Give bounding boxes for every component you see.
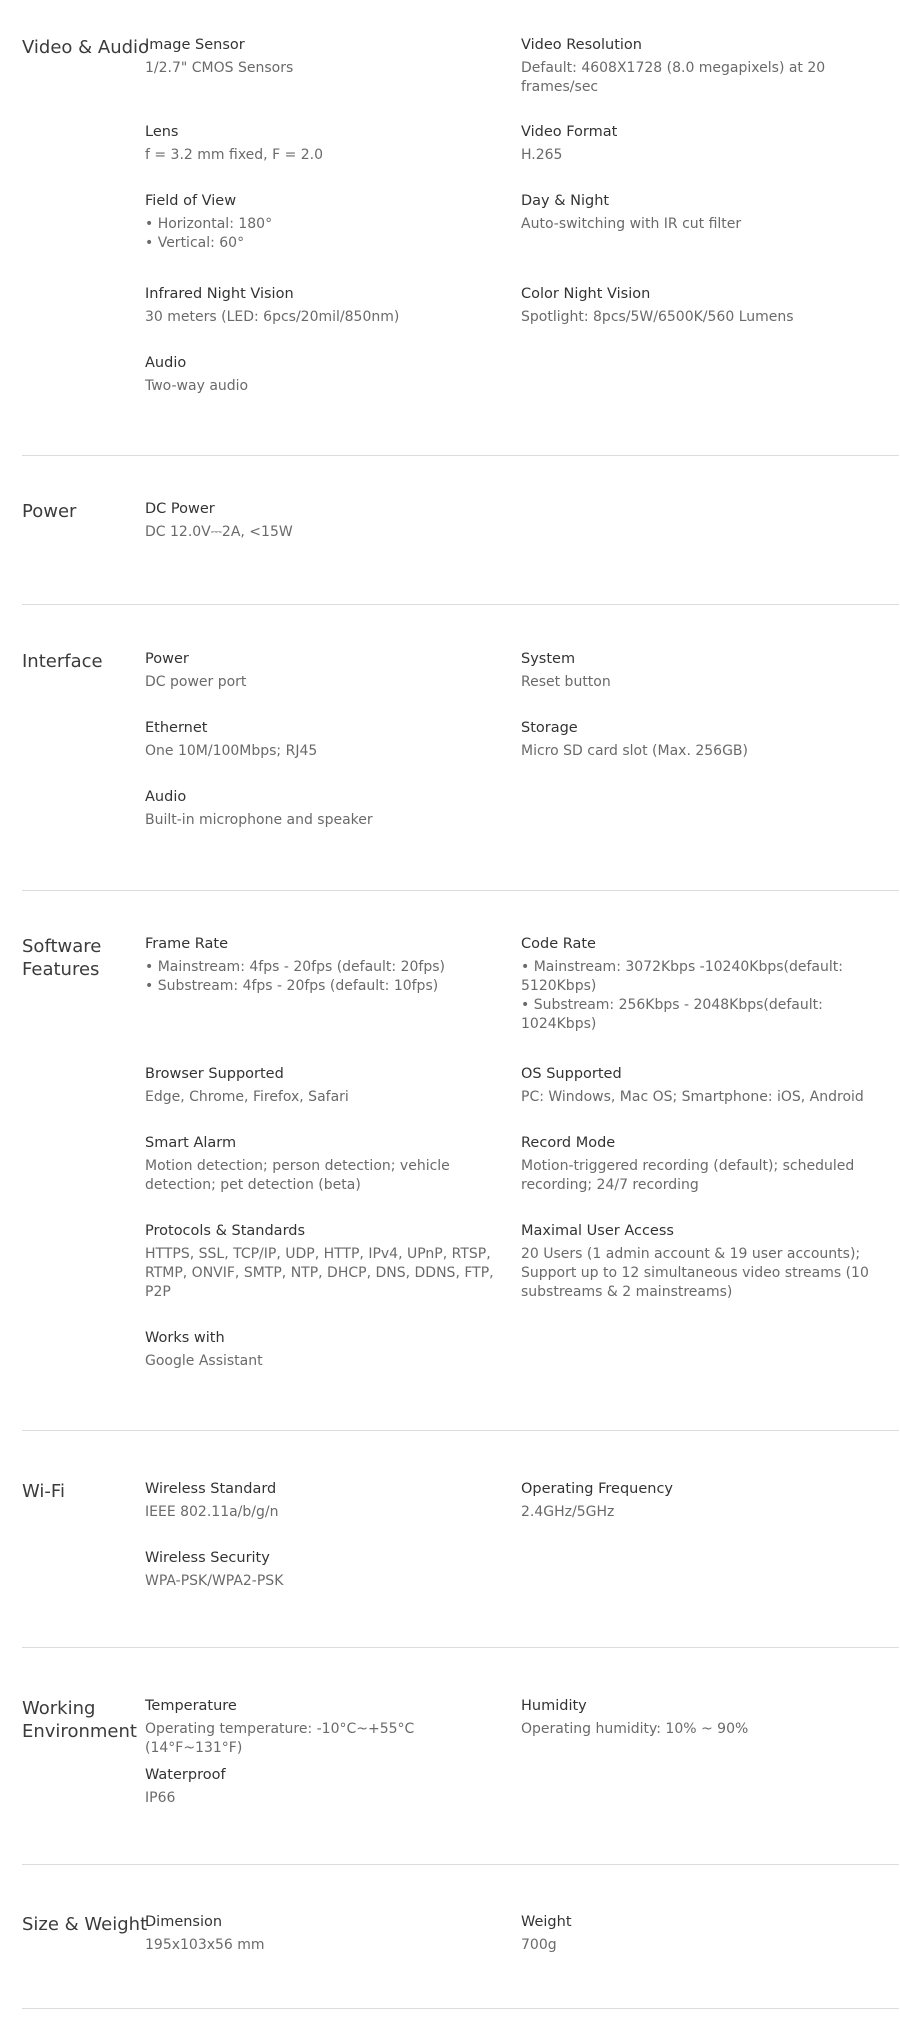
spec-value-line: IEEE 802.11a/b/g/n [145,1504,279,1520]
spec-value-line: frames/sec [521,79,599,95]
spec-value-line: PC: Windows, Mac OS; Smartphone: iOS, Android [521,1089,864,1105]
spec-item-color-night-vision [521,285,871,327]
spec-item-os-supported [521,1065,871,1107]
spec-value-line: • Mainstream: 4fps - 20fps (default: 20fps) [145,959,445,975]
spec-value-line: • Horizontal: 180° [145,216,273,232]
spec-label: Video Format [521,124,618,140]
spec-label: Lens [145,124,179,140]
spec-label: Code Rate [521,936,596,952]
spec-label: Audio [145,355,187,371]
section-title: Working Environment [22,1698,137,1742]
spec-value [145,1088,495,1107]
spec-value [521,1157,871,1195]
spec-item-audio [145,354,495,396]
spec-value [521,59,871,97]
spec-value-line: • Substream: 4fps - 20fps (default: 10fps) [145,978,439,994]
spec-value-line: WPA-PSK/WPA2-PSK [145,1573,284,1589]
spec-value-line: f = 3.2 mm fixed, F = 2.0 [145,147,324,163]
spec-value-line: • Mainstream: 3072Kbps -10240Kbps(default: [521,959,843,975]
section-divider [22,890,899,891]
spec-value [145,59,495,78]
spec-value [145,146,495,165]
spec-value-line: 1/2.7" CMOS Sensors [145,60,294,76]
spec-label: Color Night Vision [521,286,651,302]
spec-label: Storage [521,720,578,736]
spec-item-lens [145,123,495,165]
spec-value [521,1720,871,1739]
spec-value [145,673,495,692]
spec-value-line: HTTPS, SSL, TCP/IP, UDP, HTTP, IPv4, UPnP, RTSP, [145,1246,491,1262]
spec-value [521,742,871,761]
spec-value-line: RTMP, ONVIF, SMTP, NTP, DHCP, DNS, DDNS, FTP, [145,1265,494,1281]
spec-value-line: detection; pet detection (beta) [145,1177,361,1193]
section-title: Power [22,501,77,522]
spec-item-record-mode [521,1134,871,1195]
spec-value-line: Reset button [521,674,611,690]
spec-label: Humidity [521,1698,587,1714]
spec-value-line: Built-in microphone and speaker [145,812,373,828]
spec-item-protocols-standards [145,1222,495,1302]
spec-value [521,1088,871,1107]
spec-value [145,1720,495,1758]
spec-value [521,1503,871,1522]
spec-value-line: P2P [145,1284,171,1300]
spec-value [145,1352,495,1371]
spec-item-storage [521,719,871,761]
spec-value [521,673,871,692]
spec-value-line: Default: 4608X1728 (8.0 megapixels) at 20 [521,60,826,76]
spec-value-line: 195x103x56 mm [145,1937,265,1953]
spec-value-line: Micro SD card slot (Max. 256GB) [521,743,749,759]
spec-value-line: recording; 24/7 recording [521,1177,699,1193]
spec-item-operating-frequency [521,1480,871,1522]
spec-label: Dimension [145,1914,223,1930]
spec-item-image-sensor [145,36,495,78]
spec-item-works-with [145,1329,495,1371]
spec-value-line: 30 meters (LED: 6pcs/20mil/850nm) [145,309,400,325]
spec-value-line: Two-way audio [145,378,249,394]
spec-item-frame-rate [145,935,495,996]
spec-value [145,1245,495,1302]
spec-value-line: IP66 [145,1790,176,1806]
section-divider [22,1864,899,1865]
spec-label: Image Sensor [145,37,245,53]
spec-item-temperature [145,1697,495,1758]
spec-item-wireless-standard [145,1480,495,1522]
spec-item-power [145,650,495,692]
spec-label: DC Power [145,501,215,517]
spec-value [521,958,871,1034]
section-title: Wi-Fi [22,1481,65,1502]
spec-item-dimension [145,1913,495,1955]
spec-label: Ethernet [145,720,208,736]
section-title: Interface [22,651,103,672]
spec-label: Wireless Standard [145,1481,277,1497]
spec-value-line: Operating humidity: 10% ~ 90% [521,1721,749,1737]
spec-label: Waterproof [145,1767,226,1783]
spec-item-code-rate [521,935,871,1034]
spec-label: Record Mode [521,1135,616,1151]
spec-item-day-night [521,192,871,234]
spec-item-waterproof [145,1766,495,1808]
spec-label: Works with [145,1330,225,1346]
spec-value-line: One 10M/100Mbps; RJ45 [145,743,318,759]
spec-value-line: H.265 [521,147,563,163]
spec-item-field-of-view [145,192,495,253]
spec-value [145,1572,495,1591]
spec-value [521,1936,871,1955]
spec-item-smart-alarm [145,1134,495,1195]
spec-value [145,377,495,396]
spec-value-line: substreams & 2 mainstreams) [521,1284,733,1300]
spec-item-browser-supported [145,1065,495,1107]
spec-value [521,1245,871,1302]
spec-label: Maximal User Access [521,1223,674,1239]
section-divider [22,604,899,605]
spec-label: Audio [145,789,187,805]
spec-value-line: Spotlight: 8pcs/5W/6500K/560 Lumens [521,309,794,325]
spec-label: Weight [521,1914,572,1930]
spec-item-humidity [521,1697,871,1739]
spec-item-ethernet [145,719,495,761]
spec-value-line: • Vertical: 60° [145,235,245,251]
spec-value-line: DC 12.0V⎓2A, <15W [145,524,293,540]
spec-item-video-resolution [521,36,871,97]
section-divider [22,1430,899,1431]
spec-label: Temperature [145,1698,237,1714]
spec-value [145,1936,495,1955]
spec-value [521,146,871,165]
spec-item-audio [145,788,495,830]
spec-item-system [521,650,871,692]
spec-value [145,742,495,761]
spec-item-maximal-user-access [521,1222,871,1302]
spec-item-weight [521,1913,871,1955]
spec-value-line: Operating temperature: -10°C~+55°C (14°F~131°F) [145,1721,415,1756]
spec-value-line: Support up to 12 simultaneous video streams (10 [521,1265,869,1281]
spec-label: Protocols & Standards [145,1223,306,1239]
spec-label: Frame Rate [145,936,229,952]
spec-label: Wireless Security [145,1550,270,1566]
spec-value-line: • Substream: 256Kbps - 2048Kbps(default: [521,997,823,1013]
spec-value-line: 2.4GHz/5GHz [521,1504,615,1520]
spec-value [145,215,495,253]
spec-label: Infrared Night Vision [145,286,294,302]
spec-value [145,1503,495,1522]
spec-value-line: Auto-switching with IR cut filter [521,216,742,232]
spec-value [521,215,871,234]
spec-value [145,958,495,996]
spec-label: Smart Alarm [145,1135,237,1151]
spec-value [145,308,495,327]
spec-value-line: Motion-triggered recording (default); scheduled [521,1158,855,1174]
section-title: Size & Weight [22,1914,148,1935]
spec-value [145,523,495,542]
spec-value [145,1157,495,1195]
spec-label: Video Resolution [521,37,642,53]
spec-item-infrared-night-vision [145,285,495,327]
spec-value-line: 700g [521,1937,557,1953]
spec-value [521,308,871,327]
spec-label: System [521,651,576,667]
spec-value [145,1789,495,1808]
spec-label: Operating Frequency [521,1481,674,1497]
spec-item-dc-power [145,500,495,542]
spec-value-line: 1024Kbps) [521,1016,597,1032]
section-title: Software Features [22,936,102,980]
spec-item-wireless-security [145,1549,495,1591]
spec-value-line: DC power port [145,674,247,690]
section-divider [22,2008,899,2009]
spec-label: Browser Supported [145,1066,284,1082]
spec-item-video-format [521,123,871,165]
section-title: Video & Audio [22,37,150,58]
spec-value-line: Motion detection; person detection; vehicle [145,1158,450,1174]
section-divider [22,1647,899,1648]
spec-label: Power [145,651,189,667]
spec-label: OS Supported [521,1066,622,1082]
spec-value-line: Edge, Chrome, Firefox, Safari [145,1089,349,1105]
spec-value-line: 20 Users (1 admin account & 19 user accounts); [521,1246,861,1262]
spec-value-line: Google Assistant [145,1353,263,1369]
section-divider [22,455,899,456]
spec-value-line: 5120Kbps) [521,978,597,994]
spec-label: Field of View [145,193,237,209]
spec-value [145,811,495,830]
spec-label: Day & Night [521,193,610,209]
